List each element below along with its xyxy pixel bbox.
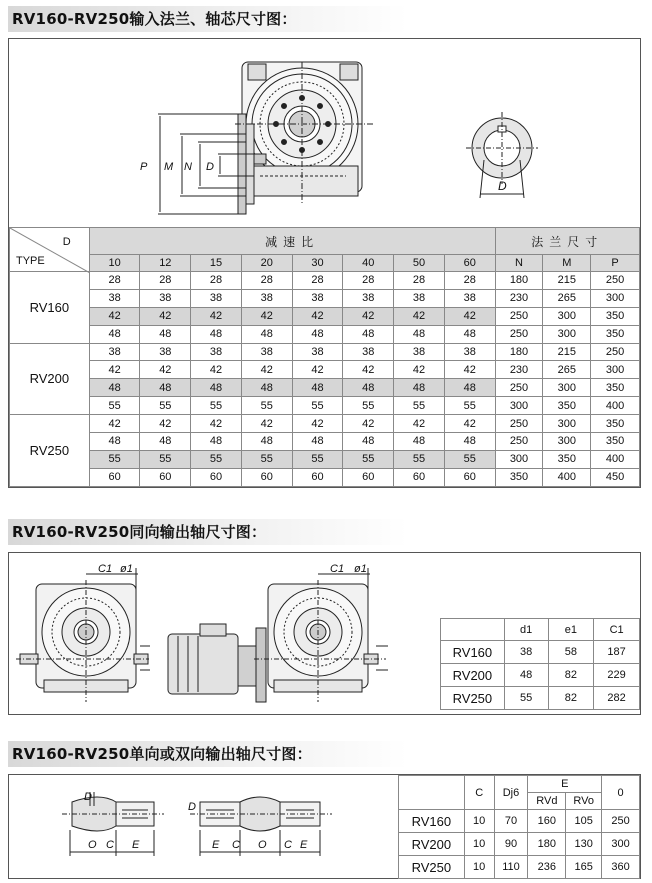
table-row [441,687,640,710]
type-cell: RV160 [399,810,465,833]
table-row [399,833,640,856]
shaft-d-cell: 55 [394,450,445,468]
gearbox-output-shaft-drawing [14,562,150,707]
shaft-d-cell: 42 [343,415,394,433]
value-cell: 250 [602,810,640,833]
same-direction-output-table [440,618,640,710]
corner-label-d: D [62,236,71,248]
flange-cell: 400 [591,397,640,415]
flange-cell: 300 [495,397,543,415]
shaft-d-cell: 48 [444,379,495,397]
shaft-d-cell: 48 [343,325,394,343]
value-cell: 105 [566,810,602,833]
ratio-col: 60 [444,255,495,272]
shaft-d-cell: 38 [292,343,343,361]
value-cell: 10 [464,833,494,856]
dim-label-c-double-left: C [232,839,240,851]
shaft-d-cell: 55 [191,450,242,468]
flange-cell: 350 [543,397,591,415]
shaft-d-cell: 38 [343,343,394,361]
section-title-same-direction-output: RV160-RV250同向输出轴尺寸图： [8,519,408,545]
table-row [10,307,640,325]
shaft-d-cell: 42 [292,361,343,379]
value-cell: 48 [504,664,548,687]
ratio-col: 12 [140,255,191,272]
shaft-d-cell: 42 [394,307,445,325]
shaft-d-cell: 38 [394,343,445,361]
shaft-d-cell: 38 [241,343,292,361]
shaft-d-cell: 48 [394,379,445,397]
shaft-d-cell: 48 [292,379,343,397]
gearbox-input-flange-drawing [130,58,380,218]
dim-label-c-single: C [106,839,114,851]
ratio-header: 减速比 [89,228,495,255]
value-cell: 229 [594,664,640,687]
shaft-d-cell: 28 [343,272,394,290]
table-row [10,361,640,379]
dim-label-m: M [164,161,174,173]
shaft-d-cell: 28 [241,272,292,290]
shaft-d-cell: 55 [292,397,343,415]
shaft-d-cell: 42 [343,307,394,325]
dim-label-d-single: D [84,791,92,803]
flange-cell: 300 [543,415,591,433]
input-flange-table-body [10,272,640,487]
shaft-d-cell: 42 [191,307,242,325]
shaft-d-cell: 48 [292,325,343,343]
value-cell: 236 [528,856,566,879]
shaft-d-cell: 42 [140,361,191,379]
ratio-col: 40 [343,255,394,272]
shaft-d-cell: 42 [444,415,495,433]
shaft-d-cell: 48 [241,379,292,397]
shaft-d-cell: 38 [140,343,191,361]
type-cell: RV160 [441,641,505,664]
table-row [10,379,640,397]
shaft-d-cell: 48 [343,379,394,397]
table-row [10,450,640,468]
flange-cell: 250 [591,343,640,361]
table-row [10,468,640,486]
value-cell: 160 [528,810,566,833]
shaft-d-cell: 38 [89,343,140,361]
shaft-d-cell: 55 [140,450,191,468]
shaft-d-cell: 42 [241,361,292,379]
shaft-d-cell: 42 [89,361,140,379]
dim-label-d: D [206,161,214,173]
shaft-d-cell: 42 [89,415,140,433]
table-row [10,433,640,451]
shaft-d-cell: 28 [394,272,445,290]
shaft-d-cell: 48 [241,325,292,343]
shaft-d-cell: 42 [292,307,343,325]
shaft-d-cell: 48 [89,325,140,343]
shaft-d-cell: 60 [444,468,495,486]
flange-cell: 350 [591,379,640,397]
table-row [399,810,640,833]
shaft-d-cell: 55 [343,397,394,415]
flange-cell: 180 [495,343,543,361]
table-row [441,664,640,687]
shaft-d-cell: 55 [241,397,292,415]
shaft-d-cell: 42 [191,415,242,433]
dim-label-n: N [184,161,192,173]
flange-cell: 250 [591,272,640,290]
flange-cell: 300 [495,450,543,468]
type-cell: RV200 [441,664,505,687]
shaft-d-cell: 42 [394,415,445,433]
table-row [10,272,640,290]
dim-label-e-single: E [132,839,140,851]
shaft-d-cell: 48 [444,433,495,451]
shaft-d-cell: 60 [241,468,292,486]
flange-cell: 265 [543,361,591,379]
type-cell: RV160 [10,272,90,344]
flange-cell: 265 [543,289,591,307]
table-row [399,856,640,879]
flange-cell: 350 [495,468,543,486]
value-cell: 187 [594,641,640,664]
flange-cell: 300 [543,325,591,343]
input-flange-table [9,227,640,487]
shaft-d-cell: 60 [191,468,242,486]
value-cell: 300 [602,833,640,856]
shaft-d-cell: 28 [444,272,495,290]
shaft-d-cell: 38 [191,343,242,361]
shaft-d-cell: 42 [444,307,495,325]
col-header: e1 [548,619,594,641]
flange-col: P [591,255,640,272]
shaft-d-cell: 55 [191,397,242,415]
col-header-o: 0 [602,776,640,810]
col-header-c: C [464,776,494,810]
flange-cell: 250 [495,415,543,433]
flange-cell: 400 [543,468,591,486]
value-cell: 82 [548,687,594,710]
shaft-d-cell: 42 [140,307,191,325]
flange-cell: 300 [543,307,591,325]
value-cell: 10 [464,810,494,833]
table-row [10,397,640,415]
single-output-shaft-drawing [60,784,180,864]
flange-cell: 300 [591,289,640,307]
shaft-d-cell: 55 [444,397,495,415]
section-title-input-flange: RV160-RV250输入法兰、轴芯尺寸图： [8,6,408,32]
shaft-d-cell: 48 [191,325,242,343]
ratio-col: 15 [191,255,242,272]
type-cell: RV250 [399,856,465,879]
shaft-d-cell: 48 [394,325,445,343]
flange-header: 法兰尺寸 [495,228,639,255]
shaft-d-cell: 28 [292,272,343,290]
flange-cell: 300 [543,379,591,397]
flange-cell: 300 [543,433,591,451]
value-cell: 58 [548,641,594,664]
value-cell: 360 [602,856,640,879]
shaft-d-cell: 48 [140,433,191,451]
dim-label-p: P [140,161,148,173]
table-row [10,343,640,361]
shaft-d-cell: 55 [343,450,394,468]
dim-label-phi1: ø1 [120,563,133,575]
col-header: d1 [504,619,548,641]
value-cell: 90 [494,833,528,856]
shaft-d-cell: 60 [292,468,343,486]
flange-cell: 350 [543,450,591,468]
table-row [10,289,640,307]
value-cell: 282 [594,687,640,710]
flange-cell: 180 [495,272,543,290]
flange-cell: 250 [495,307,543,325]
shaft-d-cell: 48 [140,379,191,397]
shaft-d-cell: 55 [241,450,292,468]
shaft-d-cell: 42 [89,307,140,325]
shaft-d-cell: 42 [394,361,445,379]
shaft-d-cell: 42 [292,415,343,433]
shaft-d-cell: 42 [444,361,495,379]
table-row [441,641,640,664]
value-cell: 165 [566,856,602,879]
shaft-d-cell: 38 [292,289,343,307]
value-cell: 70 [494,810,528,833]
single-double-output-table [398,775,640,879]
shaft-d-cell: 48 [444,325,495,343]
flange-cell: 230 [495,289,543,307]
dim-label-e-double-left: E [212,839,220,851]
flange-col: N [495,255,543,272]
type-cell: RV250 [441,687,505,710]
shaft-d-cell: 28 [89,272,140,290]
shaft-d-cell: 48 [292,433,343,451]
blank-header [441,619,505,641]
shaft-d-cell: 60 [394,468,445,486]
same-direction-table-body [441,641,640,710]
ratio-col: 10 [89,255,140,272]
corner-label-type: TYPE [16,255,45,267]
flange-col: M [543,255,591,272]
dim-label-phi1-assembly: ø1 [354,563,367,575]
dim-label-c1: C1 [98,563,113,575]
dim-label-o-single: O [88,839,97,851]
shaft-d-cell: 38 [444,343,495,361]
shaft-d-cell: 42 [241,307,292,325]
shaft-d-cell: 42 [140,415,191,433]
shaft-d-cell: 28 [140,272,191,290]
shaft-bore-section-drawing [458,110,550,210]
flange-cell: 400 [591,450,640,468]
flange-cell: 350 [591,307,640,325]
shaft-d-cell: 38 [89,289,140,307]
shaft-d-cell: 48 [140,325,191,343]
table-corner-cell [10,228,90,272]
value-cell: 110 [494,856,528,879]
flange-cell: 250 [495,433,543,451]
shaft-d-cell: 38 [241,289,292,307]
single-double-table-body [399,810,640,879]
flange-cell: 350 [591,433,640,451]
table-row [10,325,640,343]
flange-cell: 450 [591,468,640,486]
shaft-d-cell: 28 [191,272,242,290]
flange-cell: 250 [495,325,543,343]
shaft-d-cell: 48 [89,433,140,451]
shaft-d-cell: 55 [394,397,445,415]
value-cell: 130 [566,833,602,856]
shaft-d-cell: 38 [394,289,445,307]
shaft-d-cell: 48 [394,433,445,451]
shaft-d-cell: 55 [444,450,495,468]
type-cell: RV200 [10,343,90,415]
flange-cell: 230 [495,361,543,379]
shaft-d-cell: 42 [191,361,242,379]
col-header-e: E [528,776,602,793]
section-title-single-double-output: RV160-RV250单向或双向输出轴尺寸图： [8,741,408,767]
dim-label-c1-assembly: C1 [330,563,345,575]
ratio-col: 50 [394,255,445,272]
shaft-d-cell: 60 [140,468,191,486]
col-header-dj6: Dj6 [494,776,528,810]
shaft-d-cell: 55 [140,397,191,415]
dim-label-o-double: O [258,839,267,851]
motor-gearbox-assembly-drawing [164,562,394,707]
shaft-d-cell: 38 [444,289,495,307]
shaft-d-cell: 38 [343,289,394,307]
sub-col-rvo: RVo [566,793,602,810]
flange-cell: 250 [495,379,543,397]
dim-label-c-double-right: C [284,839,292,851]
col-header: C1 [594,619,640,641]
shaft-d-cell: 55 [89,397,140,415]
shaft-d-cell: 42 [343,361,394,379]
flange-cell: 215 [543,272,591,290]
shaft-d-cell: 55 [292,450,343,468]
type-cell: RV200 [399,833,465,856]
ratio-col: 30 [292,255,343,272]
flange-cell: 215 [543,343,591,361]
shaft-d-cell: 38 [191,289,242,307]
shaft-d-cell: 48 [343,433,394,451]
value-cell: 10 [464,856,494,879]
dim-label-e-double-right: E [300,839,308,851]
value-cell: 55 [504,687,548,710]
value-cell: 82 [548,664,594,687]
dim-label-d-double: D [188,801,196,813]
shaft-d-cell: 48 [191,379,242,397]
double-output-shaft-drawing [188,784,338,864]
value-cell: 38 [504,641,548,664]
value-cell: 180 [528,833,566,856]
type-cell: RV250 [10,415,90,487]
shaft-d-cell: 48 [191,433,242,451]
blank-header [399,776,465,810]
dim-label-d-shaft: D [498,179,507,193]
shaft-d-cell: 38 [140,289,191,307]
shaft-d-cell: 42 [241,415,292,433]
flange-cell: 350 [591,325,640,343]
ratio-col: 20 [241,255,292,272]
table-row [10,415,640,433]
shaft-d-cell: 48 [241,433,292,451]
flange-cell: 300 [591,361,640,379]
shaft-d-cell: 60 [343,468,394,486]
flange-cell: 350 [591,415,640,433]
sub-col-rvd: RVd [528,793,566,810]
shaft-d-cell: 60 [89,468,140,486]
shaft-d-cell: 55 [89,450,140,468]
shaft-d-cell: 48 [89,379,140,397]
